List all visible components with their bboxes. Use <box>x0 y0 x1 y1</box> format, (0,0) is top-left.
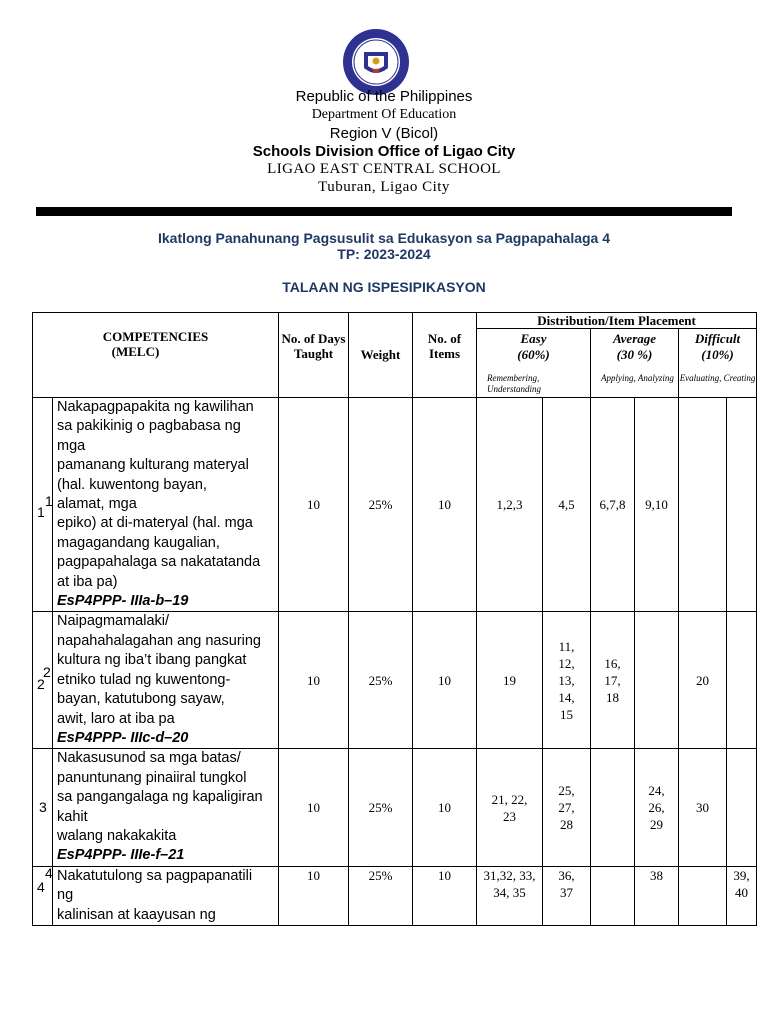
average-items-b <box>635 612 679 749</box>
items-cell: 10 <box>413 749 477 866</box>
average-items-b: 38 <box>635 866 679 925</box>
easy-subheader: Remembering, Understanding <box>477 373 591 398</box>
header-divider <box>36 207 732 216</box>
difficult-items-b <box>727 612 757 749</box>
difficult-subheader: Evaluating, Creating <box>679 373 757 398</box>
average-subheader: Applying, Analyzing <box>591 373 679 398</box>
difficult-header: Difficult (10%) <box>679 329 757 373</box>
specification-table <box>32 312 757 926</box>
days-cell: 10 <box>279 612 349 749</box>
easy-items-a: 31,32, 33, 34, 35 <box>477 866 543 925</box>
easy-items-a: 1,2,3 <box>477 398 543 612</box>
table-row <box>33 866 757 925</box>
competency-code: EsP4PPP- IIIe-f–21 <box>57 847 185 864</box>
average-items-b: 9,10 <box>635 398 679 612</box>
items-header: No. of Items <box>413 313 477 398</box>
easy-items-b: 36, 37 <box>543 866 591 925</box>
competency-code: EsP4PPP- IIIa-b–19 <box>57 593 189 610</box>
difficult-items-b <box>727 398 757 612</box>
items-cell: 10 <box>413 398 477 612</box>
average-header: Average (30 %) <box>591 329 679 373</box>
header-school: LIGAO EAST CENTRAL SCHOOL <box>267 161 501 177</box>
average-items-a: 6,7,8 <box>591 398 635 612</box>
easy-header: Easy (60%) <box>477 329 591 373</box>
difficult-items-a: 20 <box>679 612 727 749</box>
easy-items-a: 21, 22, 23 <box>477 749 543 866</box>
competency-cell: Nakapagpapakita ng kawilihan sa pakikinig o pagbabasa ng mga pamanang kulturang materyal (hal. kuwentong bayan, alamat, mga epiko) at di-materyal (hal. mga magagandang kaugalian, pagpapahalaga sa nakatatanda at iba pa) EsP4PPP- IIIa-b–19 <box>53 398 279 612</box>
header-region: Region V (Bicol) <box>329 125 439 142</box>
competency-cell: Nakasusunod sa mga batas/ panuntunang pinaiiral tungkol sa pangangalaga ng kapaligiran kahit walang nakakakita EsP4PPP- IIIe-f–21 <box>53 749 279 866</box>
weight-cell: 25% <box>349 866 413 925</box>
average-items-a: 16, 17, 18 <box>591 612 635 749</box>
average-items-a <box>591 749 635 866</box>
weight-cell: 25% <box>349 749 413 866</box>
days-cell: 10 <box>279 749 349 866</box>
header-address: Tuburan, Ligao City <box>318 179 450 195</box>
competencies-header: COMPETENCIES (MELC) <box>33 313 279 398</box>
row-number: 4 4 <box>33 866 53 925</box>
difficult-items-a <box>679 866 727 925</box>
header-division: Schools Division Office of Ligao City <box>252 143 516 160</box>
average-items-b: 24, 26, 29 <box>635 749 679 866</box>
weight-cell: 25% <box>349 398 413 612</box>
difficult-items-b: 39, 40 <box>727 866 757 925</box>
weight-cell: 25% <box>349 612 413 749</box>
deped-seal <box>342 28 410 96</box>
table-row <box>33 398 757 612</box>
days-header: No. of Days Taught <box>279 313 349 398</box>
items-cell: 10 <box>413 866 477 925</box>
tos-title: TALAAN NG ISPESIPIKASYON <box>282 279 486 295</box>
row-number: 1 1 <box>33 398 53 612</box>
difficult-items-a: 30 <box>679 749 727 866</box>
distribution-header: Distribution/Item Placement <box>477 313 757 329</box>
difficult-items-a <box>679 398 727 612</box>
competency-cell: Naipagmamalaki/ napahahalagahan ang nasuring kultura ng iba’t ibang pangkat etniko tulad ng kuwentong- bayan, katutubong sayaw, awit, laro at iba pa EsP4PPP- IIIc-d–20 <box>53 612 279 749</box>
exam-title: Ikatlong Panahunang Pagsusulit sa Edukasyon sa Pagpapahalaga 4 <box>157 230 611 246</box>
days-cell: 10 <box>279 866 349 925</box>
competency-cell: Nakatutulong sa pagpapanatili ng kalinisan at kaayusan ng <box>53 866 279 925</box>
easy-items-b: 4,5 <box>543 398 591 612</box>
days-cell: 10 <box>279 398 349 612</box>
difficult-items-b <box>727 749 757 866</box>
row-number: 2 2 <box>33 612 53 749</box>
weight-header: Weight <box>349 313 413 398</box>
header-department: Department Of Education <box>311 107 457 122</box>
header-republic: Republic of the Philippines <box>295 88 473 105</box>
easy-items-b: 11, 12, 13, 14, 15 <box>543 612 591 749</box>
table-row <box>33 749 757 866</box>
items-cell: 10 <box>413 612 477 749</box>
row-number: 3 <box>33 749 53 866</box>
easy-items-a: 19 <box>477 612 543 749</box>
competency-code: EsP4PPP- IIIc-d–20 <box>57 729 189 746</box>
header-row-1 <box>33 313 757 329</box>
school-year: TP: 2023-2024 <box>337 246 431 262</box>
average-items-a <box>591 866 635 925</box>
easy-items-b: 25, 27, 28 <box>543 749 591 866</box>
table-row <box>33 612 757 749</box>
